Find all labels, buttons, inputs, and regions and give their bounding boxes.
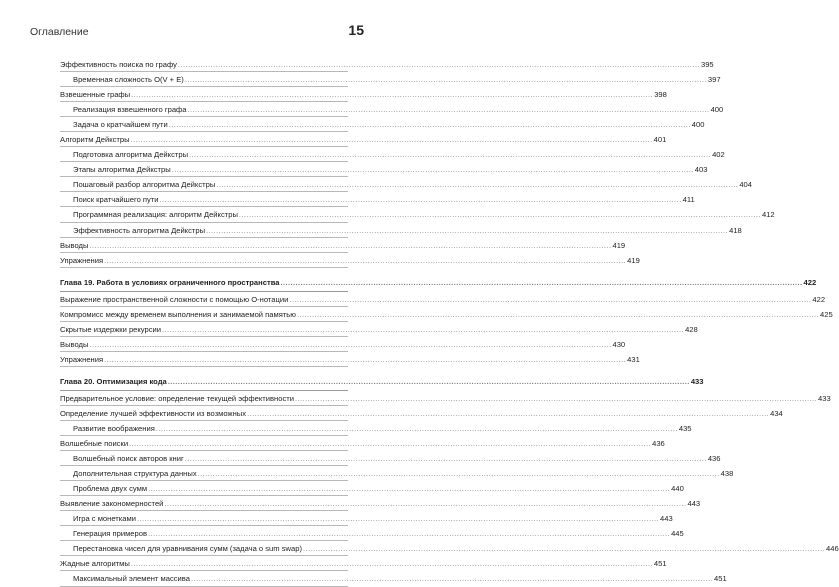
toc-entry-page: 400: [691, 120, 705, 130]
toc-chapter[interactable]: [60, 274, 817, 292]
dot-leader: [156, 421, 678, 436]
toc-entry-title: Игра с монетками: [73, 514, 136, 524]
toc-entry-page: 436: [652, 439, 665, 449]
dot-leader: [104, 253, 626, 268]
toc-entry-page: 428: [685, 324, 698, 334]
toc-entry-page: 435: [678, 423, 692, 433]
page-number: 15: [348, 22, 364, 38]
toc-entry-title: Глава 19. Работа в условиях ограниченного пространства: [60, 277, 280, 287]
dot-leader: [303, 541, 825, 556]
dot-leader: [216, 177, 738, 192]
toc-entry[interactable]: [60, 511, 673, 526]
toc-entry-title: Волшебные поиски: [60, 439, 129, 449]
toc-entry-page: 438: [720, 469, 734, 479]
dot-leader: [185, 451, 707, 466]
dot-leader: [172, 162, 694, 177]
toc-entry-page: 397: [707, 75, 721, 85]
toc-entry-title: Взвешенные графы: [60, 90, 131, 100]
toc-entry-title: Определение лучшей эффективности из возможных: [60, 408, 247, 418]
dot-leader: [247, 406, 769, 421]
toc-entry-page: 430: [612, 339, 626, 349]
toc-entry[interactable]: [60, 162, 708, 177]
dot-leader: [160, 192, 682, 207]
toc-entry-page: 451: [653, 559, 667, 569]
toc-entry[interactable]: [60, 307, 833, 322]
toc-entry-page: 411: [682, 195, 695, 205]
toc-entry-title: Дополнительная структура данных: [73, 469, 197, 479]
toc-entry-title: Жадные алгоритмы: [60, 559, 130, 569]
toc-entry[interactable]: [60, 571, 727, 586]
toc-entry-page: 401: [653, 135, 667, 145]
toc-entry-title: Поиск кратчайшего пути: [73, 195, 159, 205]
dot-leader: [289, 292, 811, 307]
toc-entry[interactable]: [60, 322, 698, 337]
dot-leader: [297, 307, 819, 322]
toc-entry-page: 436: [707, 454, 721, 464]
toc-entry-page: 398: [654, 90, 667, 100]
toc-entry[interactable]: [60, 207, 775, 222]
dot-leader: [164, 496, 686, 511]
dot-leader: [148, 481, 670, 496]
toc-entry-title: Упражнения: [60, 255, 104, 265]
dot-leader: [198, 466, 720, 481]
toc-entry[interactable]: [60, 436, 665, 451]
toc-entry[interactable]: [60, 352, 640, 367]
toc-entry-page: 433: [818, 393, 831, 403]
toc-entry-title: Проблема двух сумм: [73, 484, 148, 494]
toc-entry-page: 446: [826, 544, 839, 554]
toc-entry-page: 395: [700, 60, 714, 69]
toc-entry-page: 445: [671, 529, 684, 539]
toc-entry-page: 451: [714, 574, 727, 584]
toc-entry[interactable]: [60, 102, 724, 117]
toc-entry[interactable]: [60, 406, 783, 421]
dot-leader: [89, 238, 611, 253]
dot-leader: [148, 526, 670, 541]
dot-leader: [189, 147, 711, 162]
dot-leader: [169, 117, 691, 132]
toc-entry[interactable]: [60, 556, 667, 571]
toc-entry[interactable]: [60, 117, 705, 132]
toc-entry-title: Программная реализация: алгоритм Дейкстры: [73, 210, 238, 220]
toc-entry[interactable]: [60, 337, 626, 352]
toc-entry[interactable]: [60, 177, 752, 192]
toc-entry-page: 443: [687, 499, 701, 509]
toc-entry-title: Эффективность алгоритма Дейкстры: [73, 225, 206, 235]
page-header: [30, 22, 364, 44]
toc-entry-title: Скрытые издержки рекурсии: [60, 324, 162, 334]
toc-entry-title: Компромисс между временем выполнения и занимаемой памятью: [60, 309, 296, 319]
toc-entry-page: 419: [627, 255, 640, 265]
dot-leader: [131, 132, 653, 147]
toc-entry-title: Генерация примеров: [73, 529, 148, 539]
toc-entry-page: 433: [690, 376, 704, 386]
toc-entry[interactable]: [60, 421, 692, 436]
toc-entry-page: 403: [694, 165, 708, 175]
toc-entry[interactable]: [60, 541, 839, 556]
toc-entry-title: Выражение пространственной сложности с помощью O-нотации: [60, 294, 289, 304]
dot-leader: [137, 511, 659, 526]
toc-entry-title: Глава 20. Оптимизация кода: [60, 376, 167, 386]
toc-entry[interactable]: [60, 57, 714, 72]
toc-entry[interactable]: [60, 223, 742, 238]
toc-entry[interactable]: [60, 72, 721, 87]
toc-entry-title: Максимальный элемент массива: [73, 574, 190, 584]
toc-entry-page: 419: [612, 240, 626, 250]
dot-leader: [129, 436, 651, 451]
toc-entry-page: 440: [671, 484, 684, 494]
toc-entry-title: Временная сложность O(V + E): [73, 75, 184, 85]
running-title: Оглавление: [30, 26, 89, 38]
toc-entry[interactable]: [60, 292, 826, 307]
toc-entry-title: Алгоритм Дейкстры: [60, 135, 130, 145]
dot-leader: [191, 571, 713, 586]
dot-leader: [89, 337, 611, 352]
toc-entry[interactable]: [60, 87, 667, 102]
toc-entry[interactable]: [60, 238, 626, 253]
toc-entry[interactable]: [60, 526, 684, 541]
toc-entry-page: 404: [739, 180, 752, 190]
table-of-contents: [60, 57, 839, 587]
toc-entry[interactable]: [60, 496, 701, 511]
dot-leader: [104, 352, 626, 367]
toc-entry[interactable]: [60, 481, 684, 496]
toc-entry-page: 412: [761, 210, 775, 220]
dot-leader: [178, 57, 700, 72]
toc-entry[interactable]: [60, 391, 831, 406]
toc-entry-page: 431: [627, 354, 640, 364]
toc-entry[interactable]: [60, 253, 640, 268]
toc-entry-title: Эффективность поиска по графу: [60, 60, 177, 69]
dot-leader: [162, 322, 684, 337]
dot-leader: [206, 223, 728, 238]
toc-entry-title: Предварительное условие: определение текущей эффективности: [60, 393, 294, 403]
dot-leader: [131, 87, 653, 102]
toc-entry-title: Перестановка чисел для уравнивания сумм (задача о sum swap): [73, 544, 302, 554]
toc-entry-title: Волшебный поиск авторов книг: [73, 454, 184, 464]
toc-entry[interactable]: [60, 451, 721, 466]
toc-entry-title: Упражнения: [60, 354, 104, 364]
toc-entry-page: 422: [812, 294, 826, 304]
toc-entry-page: 422: [803, 277, 817, 287]
toc-entry-page: 402: [712, 150, 725, 160]
toc-entry-title: Развитие воображения: [73, 423, 155, 433]
toc-entry-title: Подготовка алгоритма Дейкстры: [73, 150, 189, 160]
toc-entry-page: 400: [710, 105, 724, 115]
toc-entry-title: Выявление закономерностей: [60, 499, 164, 509]
dot-leader: [131, 556, 653, 571]
toc-entry-title: Реализация взвешенного графа: [73, 105, 187, 115]
dot-leader: [280, 274, 802, 292]
dot-leader: [295, 391, 817, 406]
dot-leader: [168, 373, 690, 391]
toc-entry-page: 434: [770, 408, 783, 418]
toc-entry-title: Задача о кратчайшем пути: [73, 120, 168, 130]
toc-entry-page: 418: [729, 225, 742, 235]
dot-leader: [185, 72, 707, 87]
dot-leader: [239, 207, 761, 222]
toc-entry[interactable]: [60, 466, 734, 481]
toc-entry-page: 425: [820, 309, 833, 319]
toc-chapter[interactable]: [60, 373, 704, 391]
toc-entry[interactable]: [60, 192, 695, 207]
dot-leader: [188, 102, 710, 117]
toc-entry-title: Этапы алгоритма Дейкстры: [73, 165, 171, 175]
toc-entry-page: 443: [660, 514, 673, 524]
toc-entry-title: Выводы: [60, 339, 89, 349]
toc-entry[interactable]: [60, 132, 667, 147]
toc-entry-title: Выводы: [60, 240, 89, 250]
toc-entry[interactable]: [60, 147, 725, 162]
toc-entry-title: Пошаговый разбор алгоритма Дейкстры: [73, 180, 216, 190]
